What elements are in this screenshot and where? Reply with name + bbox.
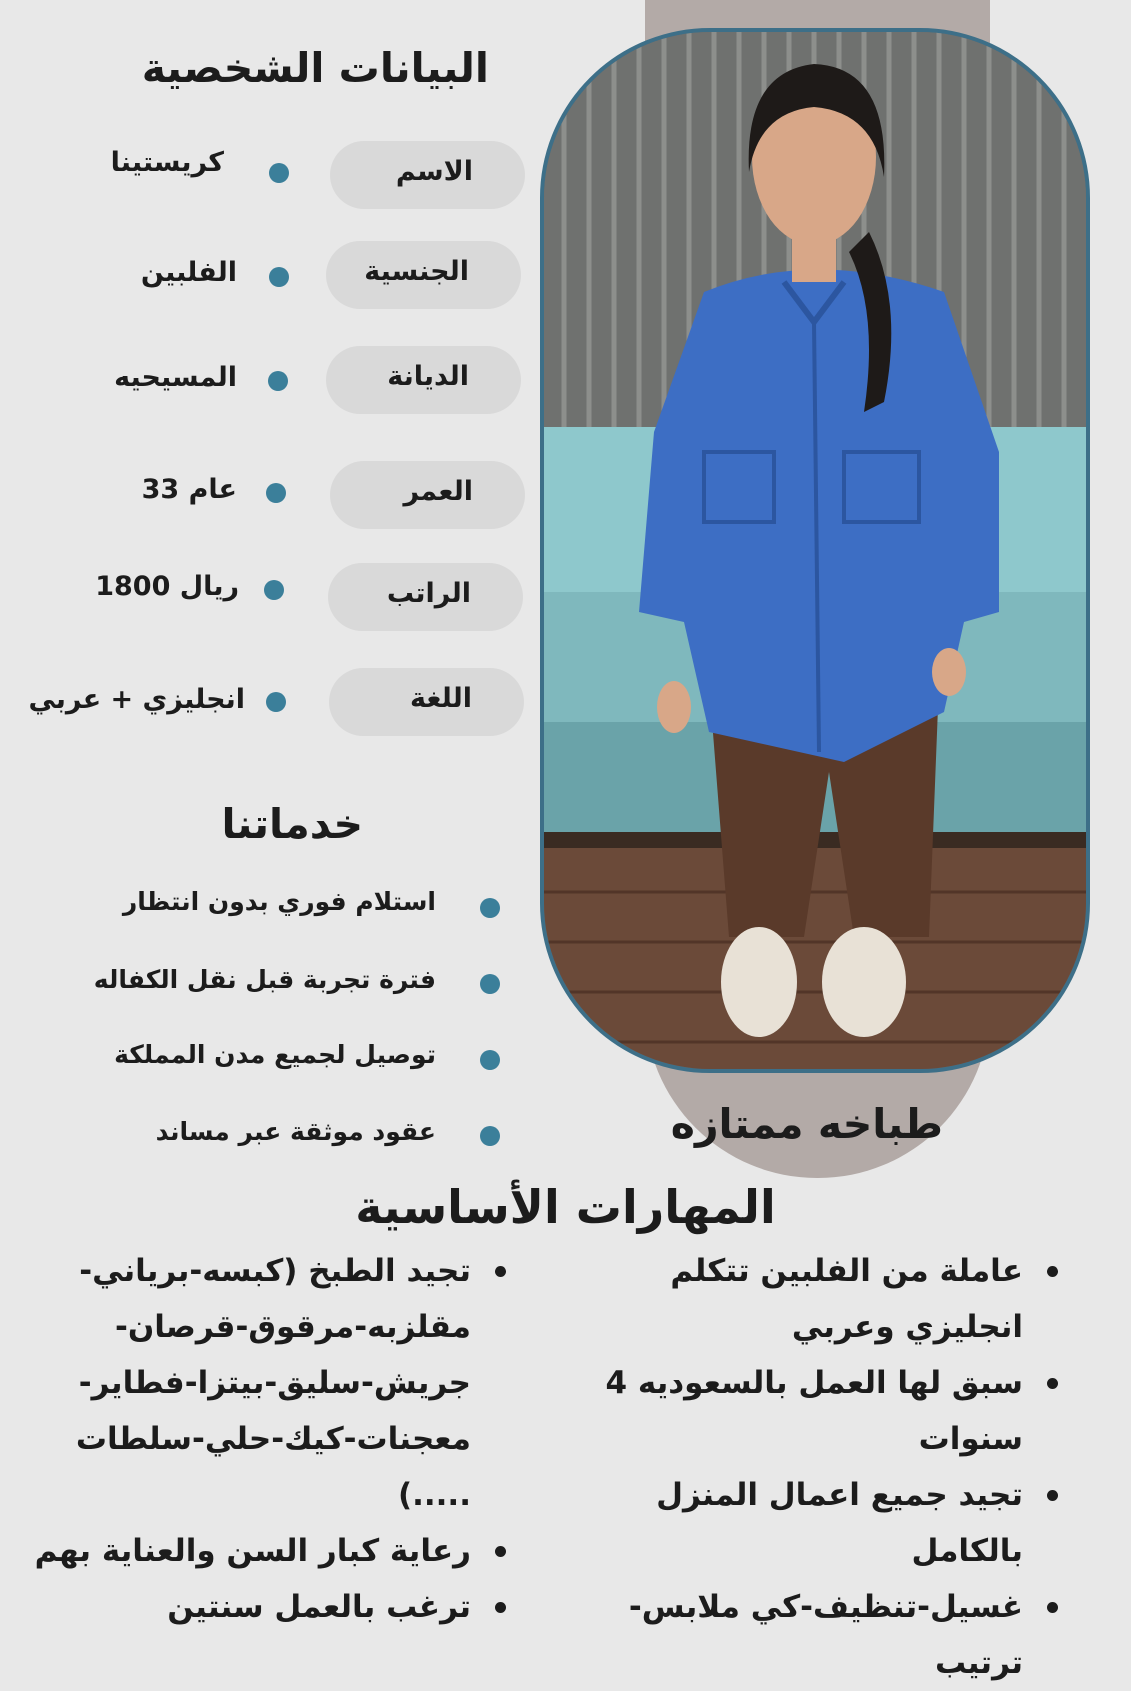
bullet-dot xyxy=(480,974,500,994)
skill-item: رعاية كبار السن والعناية بهم xyxy=(11,1523,471,1579)
skill-item: تجيد الطبخ (كبسه-برياني-مقلزبه-مرقوق-قرصان-جريش-سليق-بيتزا-فطاير-معجنات-كيك-حلي-سلطات .....) xyxy=(11,1243,471,1523)
bullet-dot xyxy=(264,580,284,600)
row-value: 33 عام xyxy=(141,474,237,505)
bullet-dot xyxy=(269,267,289,287)
skills-left-column xyxy=(11,1243,501,1635)
row-label: الاسم xyxy=(395,156,473,187)
row-label: الديانة xyxy=(387,361,469,392)
row-label: اللغة xyxy=(409,683,472,714)
worker-photo xyxy=(540,28,1090,1073)
row-label: الجنسية xyxy=(364,256,469,287)
bullet-dot xyxy=(480,898,500,918)
row-value: الفلبين xyxy=(140,257,237,288)
skill-item: ترغب بالعمل سنتين xyxy=(11,1579,471,1635)
label-pill xyxy=(328,563,523,631)
bullet-dot xyxy=(268,371,288,391)
row-value: انجليزي + عربي xyxy=(28,684,245,715)
label-pill xyxy=(329,668,524,736)
bullet-dot xyxy=(266,483,286,503)
row-label: الراتب xyxy=(386,578,471,609)
skill-item: تجيد جميع اعمال المنزل بالكامل xyxy=(583,1467,1023,1579)
service-item: توصيل لجميع مدن المملكة xyxy=(114,1040,436,1069)
service-item: استلام فوري بدون انتظار xyxy=(122,887,436,916)
skill-item: عاملة من الفلبين تتكلم انجليزي وعربي xyxy=(583,1243,1023,1355)
service-item: عقود موثقة عبر مساند xyxy=(155,1117,436,1146)
row-label: العمر xyxy=(403,476,473,507)
row-value: 1800 ريال xyxy=(95,571,239,602)
service-item: فترة تجربة قبل نقل الكفاله xyxy=(93,965,436,994)
skills-title: المهارات الأساسية xyxy=(355,1180,776,1234)
label-pill xyxy=(326,346,521,414)
skills-right-column xyxy=(583,1243,1053,1691)
row-value: كريستينا xyxy=(110,147,224,178)
label-pill xyxy=(330,141,525,209)
photo-caption: طباخه ممتازه xyxy=(670,1100,943,1148)
label-pill xyxy=(330,461,525,529)
label-pill xyxy=(326,241,521,309)
services-title: خدماتنا xyxy=(221,800,363,848)
skill-item: سبق لها العمل بالسعوديه 4 سنوات xyxy=(583,1355,1023,1467)
row-value: المسيحيه xyxy=(114,362,237,393)
personal-info-title: البيانات الشخصية xyxy=(141,44,489,92)
skill-item: غسيل-تنظيف-كي ملابس-ترتيب xyxy=(583,1579,1023,1691)
bullet-dot xyxy=(480,1050,500,1070)
bullet-dot xyxy=(480,1126,500,1146)
bullet-dot xyxy=(266,692,286,712)
bullet-dot xyxy=(269,163,289,183)
